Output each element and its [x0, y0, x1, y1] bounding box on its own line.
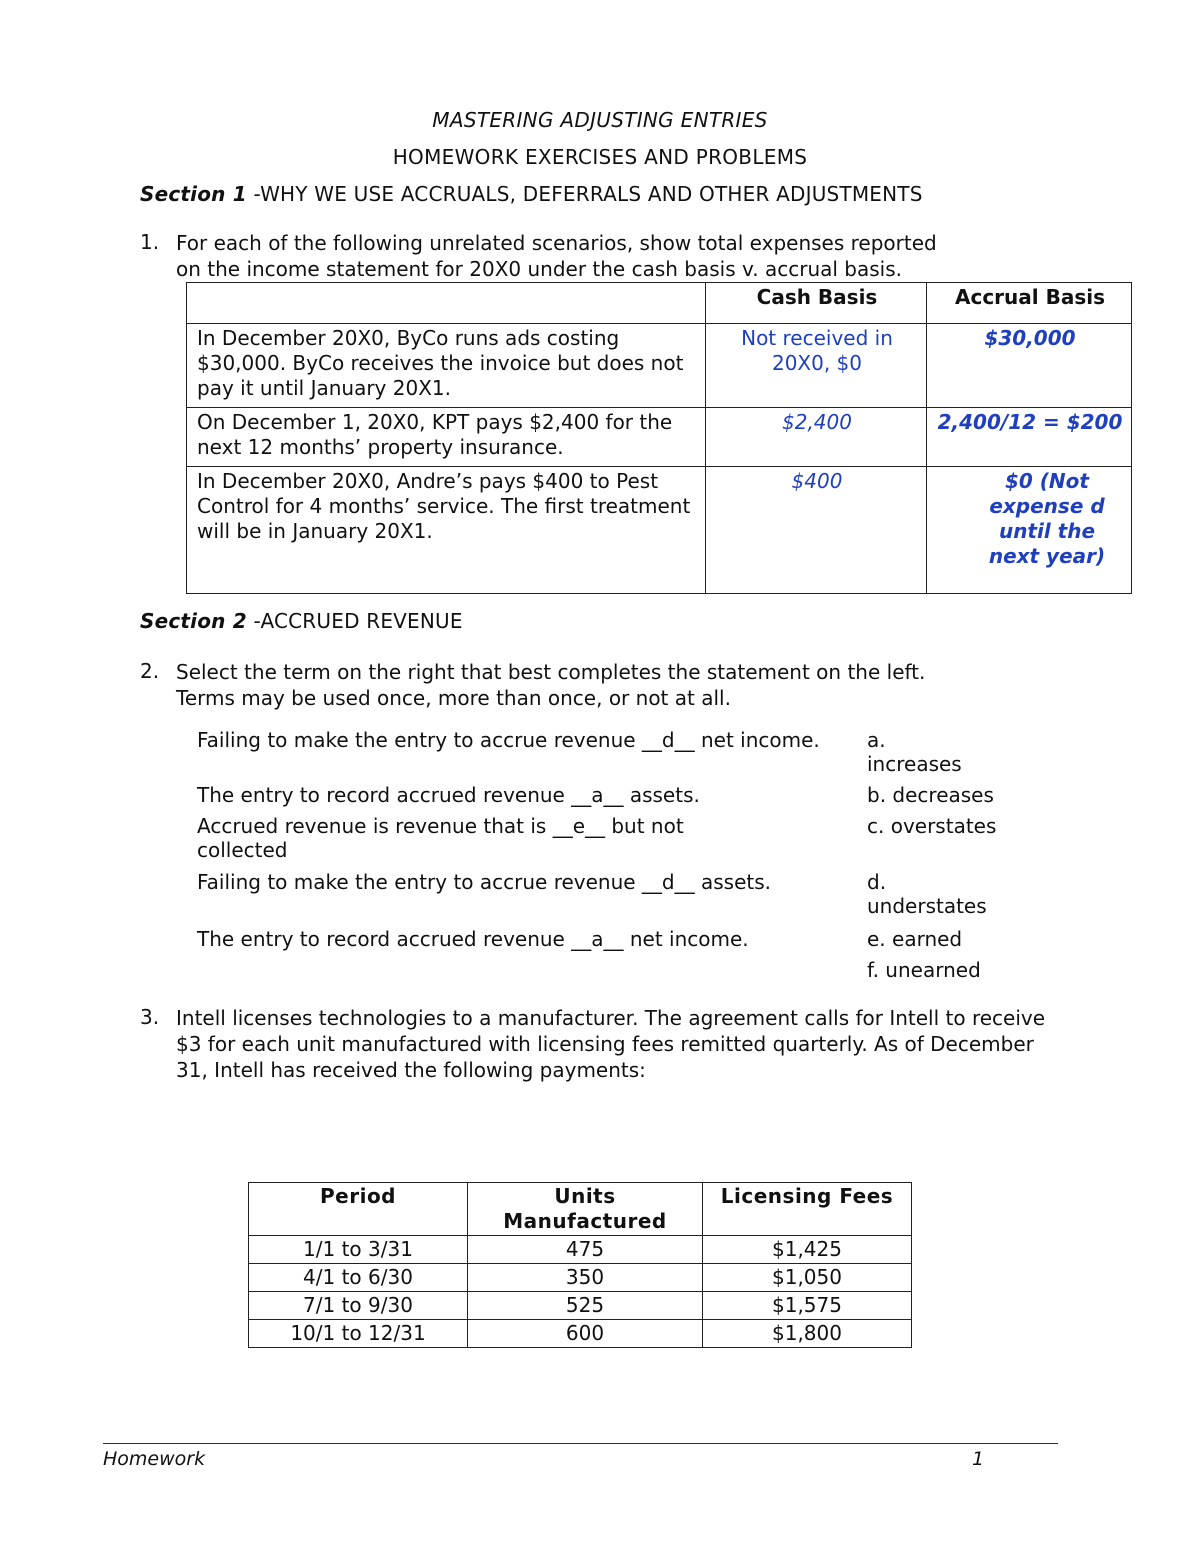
licensing-fees-table — [248, 1182, 912, 1348]
header-scenario — [187, 283, 706, 324]
section-2-label: Section 2 — [140, 609, 247, 633]
header-period: Period — [249, 1183, 468, 1236]
scenario-cell: On December 1, 20X0, KPT pays $2,400 for the next 12 months’ property insurance. — [187, 408, 706, 467]
fees-cell: $1,050 — [703, 1264, 912, 1292]
question-2-text — [176, 659, 1076, 711]
header-cash-basis: Cash Basis — [706, 283, 927, 324]
accrual-basis-answer: $0 (Not expense d until the next year) — [927, 467, 1132, 594]
question-3-number: 3. — [140, 1005, 160, 1029]
question-2-line-2: Terms may be used once, more than once, or not at all. — [176, 686, 731, 710]
accrual-basis-answer: $30,000 — [927, 324, 1132, 408]
statement-5: The entry to record accrued revenue __a__ net income. — [197, 927, 749, 951]
question-1-text — [176, 230, 1076, 282]
statement-4: Failing to make the entry to accrue revenue __d__ assets. — [197, 870, 772, 894]
section-2-title: -ACCRUED REVENUE — [246, 609, 463, 633]
table-row — [187, 324, 1132, 408]
period-cell: 1/1 to 3/31 — [249, 1236, 468, 1264]
scenario-cell: In December 20X0, ByCo runs ads costing $30,000. ByCo receives the invoice but does not pay it until January 20X1. — [187, 324, 706, 408]
table-row — [249, 1320, 912, 1348]
header-accrual-basis: Accrual Basis — [927, 283, 1132, 324]
statement-1: Failing to make the entry to accrue revenue __d__ net income. — [197, 728, 820, 752]
statement-2: The entry to record accrued revenue __a__ assets. — [197, 783, 700, 807]
period-cell: 7/1 to 9/30 — [249, 1292, 468, 1320]
document-subtitle: HOMEWORK EXERCISES AND PROBLEMS — [392, 145, 808, 169]
fees-cell: $1,575 — [703, 1292, 912, 1320]
question-1-number: 1. — [140, 230, 160, 254]
table-row — [249, 1264, 912, 1292]
table-row — [249, 1292, 912, 1320]
page-number: 1 — [972, 1448, 985, 1470]
term-c: c. overstates — [867, 814, 997, 838]
question-1-line-1: For each of the following unrelated scenarios, show total expenses reported — [176, 231, 937, 255]
term-d: d. understates — [867, 870, 987, 918]
table-row — [187, 408, 1132, 467]
section-1-label: Section 1 — [140, 182, 247, 206]
section-2-heading — [140, 609, 463, 633]
section-1-heading — [140, 182, 923, 206]
document-title: MASTERING ADJUSTING ENTRIES — [432, 108, 768, 132]
footer-divider — [103, 1443, 1058, 1444]
question-1-line-2: on the income statement for 20X0 under the cash basis v. accrual basis. — [176, 257, 903, 281]
header-units-manufactured: Units Manufactured — [468, 1183, 703, 1236]
footer-label: Homework — [103, 1448, 206, 1470]
units-cell: 525 — [468, 1292, 703, 1320]
fees-cell: $1,425 — [703, 1236, 912, 1264]
period-cell: 10/1 to 12/31 — [249, 1320, 468, 1348]
section-1-title: -WHY WE USE ACCRUALS, DEFERRALS AND OTHER ADJUSTMENTS — [246, 182, 923, 206]
table-header-row — [249, 1183, 912, 1236]
question-2-number: 2. — [140, 659, 160, 683]
table-row — [249, 1236, 912, 1264]
units-cell: 475 — [468, 1236, 703, 1264]
term-f: f. unearned — [867, 958, 981, 982]
header-licensing-fees: Licensing Fees — [703, 1183, 912, 1236]
term-a: a. increases — [867, 728, 962, 776]
cash-basis-answer: Not received in 20X0, $0 — [706, 324, 927, 408]
period-cell: 4/1 to 6/30 — [249, 1264, 468, 1292]
table-row — [187, 467, 1132, 594]
term-e: e. earned — [867, 927, 963, 951]
accrual-basis-answer: 2,400/12 = $200 — [927, 408, 1132, 467]
statement-3: Accrued revenue is revenue that is __e__ but not collected — [197, 814, 684, 862]
term-b: b. decreases — [867, 783, 994, 807]
cash-basis-answer: $2,400 — [706, 408, 927, 467]
fees-cell: $1,800 — [703, 1320, 912, 1348]
units-cell: 350 — [468, 1264, 703, 1292]
cash-basis-answer: $400 — [706, 467, 927, 594]
question-2-line-1: Select the term on the right that best completes the statement on the left. — [176, 660, 926, 684]
table-header-row — [187, 283, 1132, 324]
expense-basis-table — [186, 282, 1132, 594]
question-3-text: Intell licenses technologies to a manufacturer. The agreement calls for Intell to receive $3 for each unit manufactured with licensing fees remitted quarterly. As of December 31, Intell has received the following payments: — [176, 1006, 1046, 1082]
units-cell: 600 — [468, 1320, 703, 1348]
scenario-cell: In December 20X0, Andre’s pays $400 to Pest Control for 4 months’ service. The first treatment will be in January 20X1. — [187, 467, 706, 594]
